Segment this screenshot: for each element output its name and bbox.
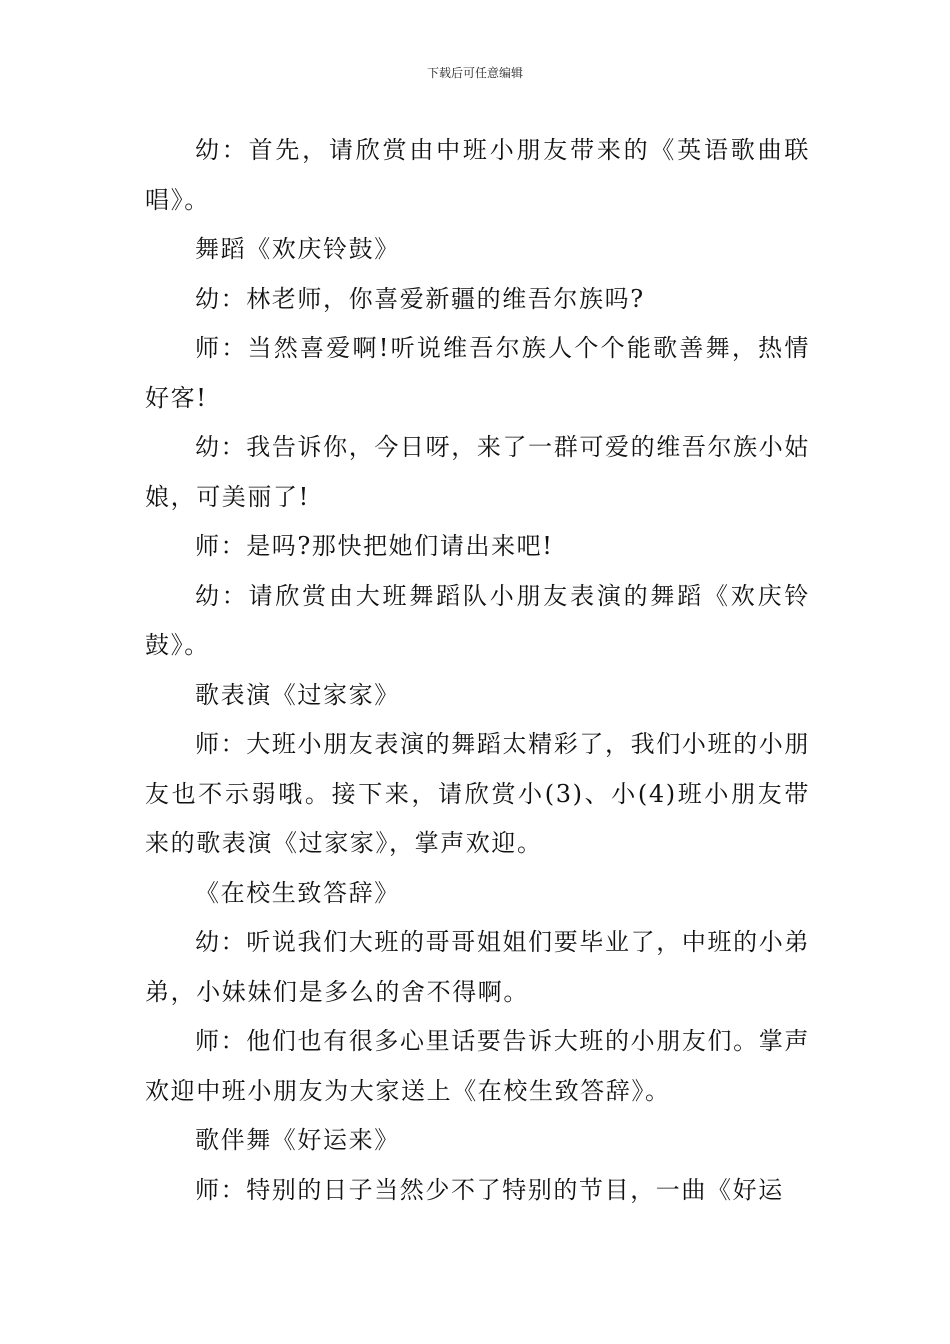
- page-header: 下载后可任意编辑: [426, 66, 523, 80]
- paragraph-dialogue: 幼：林老师，你喜爱新疆的维吾尔族吗?: [195, 284, 645, 313]
- section-heading-song-performance: 歌表演《过家家》: [195, 680, 400, 709]
- paragraph-dialogue: 师：他们也有很多心里话要告诉大班的小朋友们。掌声欢迎中班小朋友为大家送上《在校生致答辞》。: [145, 1027, 810, 1105]
- document-body: [145, 126, 810, 1215]
- paragraph-dialogue: 幼：我告诉你，今日呀，来了一群可爱的维吾尔族小姑娘，可美丽了!: [145, 433, 810, 511]
- paragraph-dialogue: 幼：请欣赏由大班舞蹈队小朋友表演的舞蹈《欢庆铃鼓》。: [145, 581, 810, 659]
- paragraph-dialogue: 师：特别的日子当然少不了特别的节目，一曲《好运: [195, 1175, 784, 1204]
- paragraph-dialogue: 师：是吗?那快把她们请出来吧!: [195, 532, 554, 560]
- section-heading-student-reply: 《在校生致答辞》: [195, 878, 400, 907]
- paragraph-dialogue: 幼：听说我们大班的哥哥姐姐们要毕业了，中班的小弟弟，小妹妹们是多么的舍不得啊。: [145, 928, 810, 1006]
- section-heading-dance: 舞蹈《欢庆铃鼓》: [195, 235, 400, 263]
- paragraph-dialogue: 师：当然喜爱啊!听说维吾尔族人个个能歌善舞，热情好客!: [145, 334, 810, 412]
- paragraph-dialogue: 师：大班小朋友表演的舞蹈太精彩了，我们小班的小朋友也不示弱哦。接下来，请欣赏小(3)、小(4)班小朋友带来的歌表演《过家家》，掌声欢迎。: [145, 730, 810, 857]
- section-heading-song-dance: 歌伴舞《好运来》: [195, 1126, 400, 1154]
- paragraph-intro-english-songs: 幼：首先，请欣赏由中班小朋友带来的《英语歌曲联唱》。: [145, 136, 810, 214]
